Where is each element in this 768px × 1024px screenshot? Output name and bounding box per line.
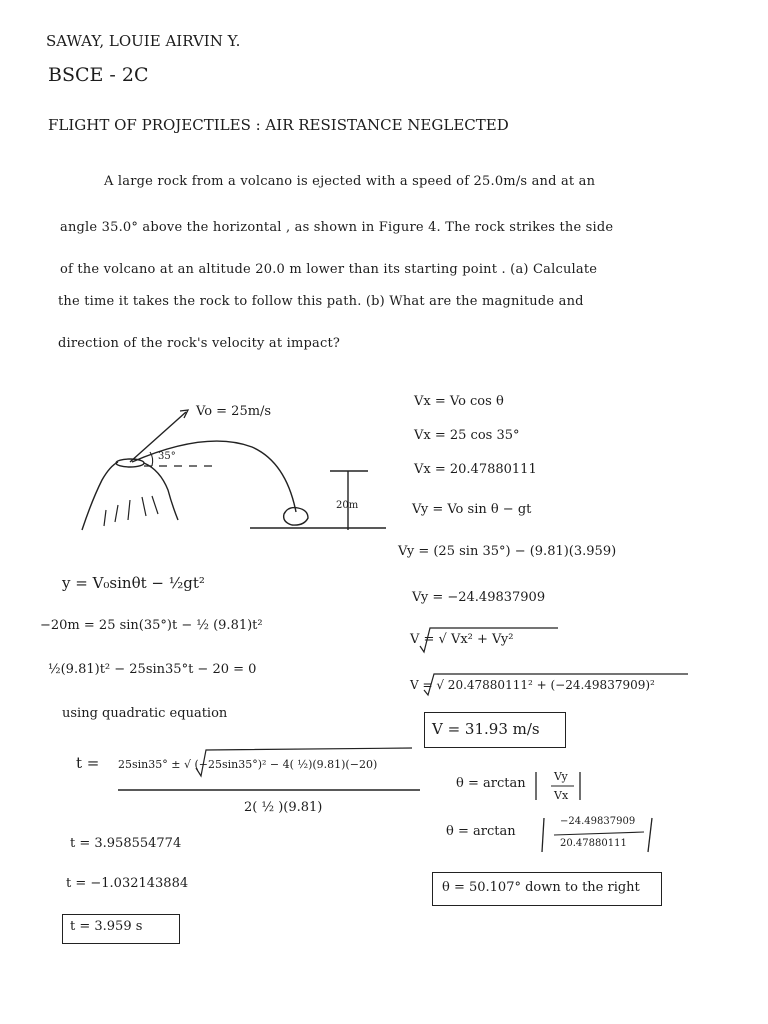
trajectory [132,441,296,512]
quadratic-numerator: 25sin35° ± √ (−25sin35°)² − 4( ½)(9.81)(−20) [118,758,378,771]
volcano-left-slope [82,462,118,530]
theta-num-value: −24.49837909 [560,816,636,827]
page-title: FLIGHT OF PROJECTILES : AIR RESISTANCE NEGLECTED [48,116,509,134]
problem-line-4: the time it takes the rock to follow this path. (b) What are the magnitude and [58,294,584,309]
theta-substituted: θ = arctan [446,824,516,839]
problem-line-2: angle 35.0° above the horizontal , as shown in Figure 4. The rock strikes the side [60,220,614,235]
volcano-right-slope [144,463,178,520]
vy-substituted: Vy = (25 sin 35°) − (9.81)(3.959) [398,544,617,559]
angle-label: 35° [158,451,176,462]
v-formula: V = √ Vx² + Vy² [410,632,514,647]
equation-substituted: −20m = 25 sin(35°)t − ½ (9.81)t² [40,618,263,633]
theta-num-vy: Vy [554,770,568,783]
equation-y: y = V₀sinθt − ½gt² [62,574,205,592]
quadratic-denominator: 2( ½ )(9.81) [244,800,323,815]
theta-den-vx: Vx [554,789,569,802]
theta-den-value: 20.47880111 [560,838,627,849]
t-root-2: t = −1.032143884 [66,876,189,891]
vy-formula: Vy = Vo sin θ − gt [412,502,532,517]
equation-rearranged: ½(9.81)t² − 25sin35°t − 20 = 0 [48,662,257,677]
v0-label: Vo = 25m/s [196,404,272,419]
problem-line-3: of the volcano at an altitude 20.0 m lower than its starting point . (a) Calculate [60,262,598,277]
vx-value: Vx = 20.47880111 [414,462,537,477]
t-answer: t = 3.959 s [70,919,143,934]
vy-value: Vy = −24.49837909 [412,590,546,605]
volcano-hatching [104,496,158,526]
v-substituted: V = √ 20.47880111² + (−24.49837909)² [410,678,655,692]
volcano-crater [116,459,144,467]
t-root-1: t = 3.958554774 [70,836,182,851]
section-label: BSCE - 2C [48,64,149,86]
vx-formula: Vx = Vo cos θ [414,394,504,409]
problem-line-5: direction of the rock's velocity at impact? [58,336,341,351]
height-label: 20m [336,500,359,511]
t-label: t = [76,754,100,772]
vx-substituted: Vx = 25 cos 35° [414,428,520,443]
theta-answer: θ = 50.107° down to the right [442,880,640,895]
theta-formula: θ = arctan [456,776,526,791]
v-answer: V = 31.93 m/s [432,720,540,738]
student-name: SAWAY, LOUIE AIRVIN Y. [46,32,241,50]
quadratic-note: using quadratic equation [62,706,228,721]
problem-line-1: A large rock from a volcano is ejected with a speed of 25.0m/s and at an [104,174,596,189]
